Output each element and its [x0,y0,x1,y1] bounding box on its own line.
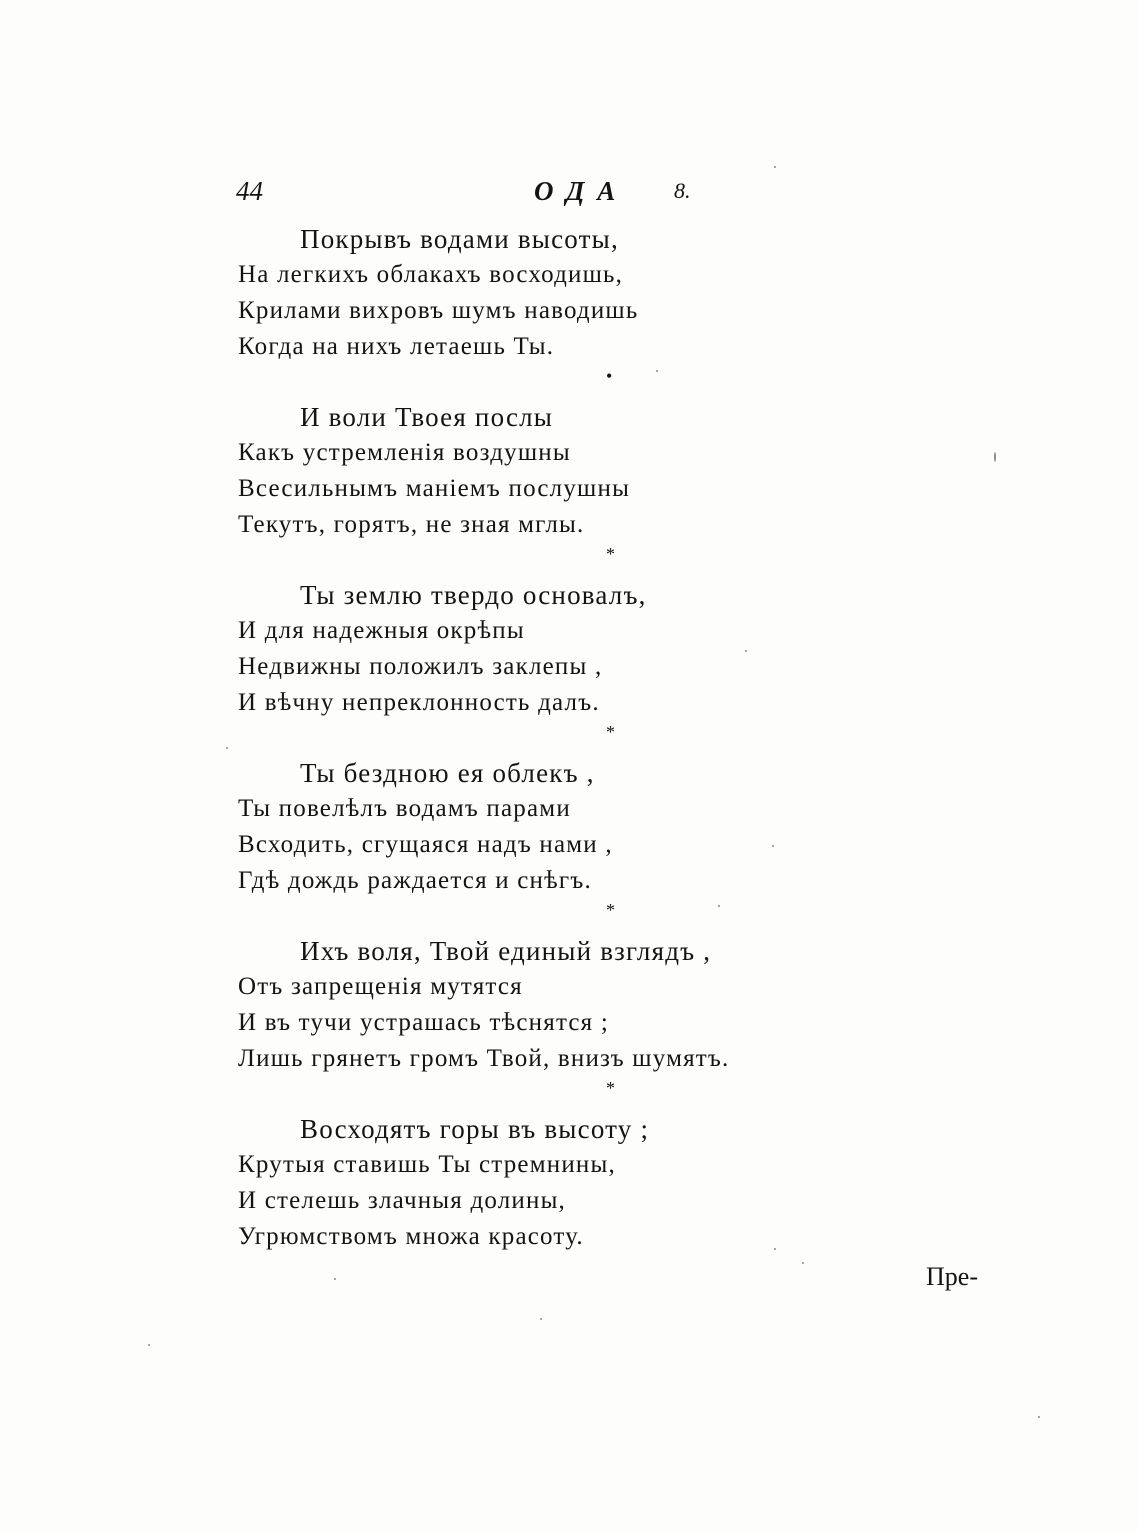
stanza-line: Ты бездною ея облекъ , [300,758,595,788]
paper-speck [540,1318,542,1320]
paper-speck [774,1248,776,1250]
paper-speck [718,905,720,907]
paper-speck [334,1278,336,1280]
paper-speck [774,166,776,168]
paper-speck [745,650,747,652]
stanza-line: Ты повелѣлъ водамъ парами [238,795,571,822]
stanza-line: Всесильнымъ маніемъ послушны [238,475,631,502]
stanza-line: И воли Твоея послы [300,402,554,432]
stanza-separator: * [606,722,615,742]
stanza-line: Гдѣ дождь раждается и снѣгъ. [238,867,592,894]
stanza-line: Ты землю твердо основалъ, [300,580,647,610]
paper-speck [994,452,996,462]
stanza-line: Угрюмствомъ множа красоту. [238,1223,584,1250]
paper-speck [1038,1416,1040,1418]
stanza-5 [238,934,858,1112]
stanza-line: Ихъ воля, Твой единый взглядъ , [300,936,712,966]
catchword: Пре- [926,1262,978,1291]
stanza-line: Лишь грянетъ громъ Твой, внизъ шумятъ. [238,1045,730,1072]
stanza-line: Когда на нихъ летаешь Ты. [238,333,555,360]
stanza-separator: * [606,900,615,920]
stanza-line: Текутъ, горятъ, не зная мглы. [238,511,585,538]
stanza-6 [238,1112,858,1290]
paper-speck [656,370,658,372]
stanza-line: И стелешь злачныя долины, [238,1187,567,1214]
stanza-line: Крутыя ставишь Ты стремнины, [238,1151,616,1178]
stanza-line: Покрывъ водами высоты, [300,224,619,254]
page-header [236,176,716,216]
stanza-2 [238,400,858,578]
stanza-separator: • [606,366,613,386]
stanza-1 [238,222,858,400]
stanza-line: Крилами вихровъ шумъ наводишь [238,297,639,324]
stanza-line: На легкихъ облакахъ восходишь, [238,261,624,288]
paper-speck [802,1262,804,1264]
stanza-line: Восходятъ горы въ высоту ; [300,1114,650,1144]
paper-speck [226,747,228,749]
stanza-line: И въ тучи устрашась тѣснятся ; [238,1009,609,1036]
stanza-line: И для надежныя окрѣпы [238,617,525,644]
stanza-line: Всходить, сгущаяся надъ нами , [238,831,613,858]
running-title: ОДА [534,176,629,206]
stanza-3 [238,578,858,756]
stanza-line: Какъ устремленія воздушны [238,439,571,466]
stanza-line: Недвижны положилъ заклепы , [238,653,603,680]
stanza-separator: * [606,1078,615,1098]
stanza-4 [238,756,858,934]
page-number: 44 [236,176,263,206]
stanza-line: Отъ запрещенія мутятся [238,973,523,1000]
stanza-separator: * [606,544,615,564]
paper-speck [772,845,774,847]
paper-speck [148,1344,150,1346]
poem-body [238,222,858,1290]
stanza-line: И вѣчну непреклонность далъ. [238,689,600,716]
ode-number: 8. [674,178,691,203]
